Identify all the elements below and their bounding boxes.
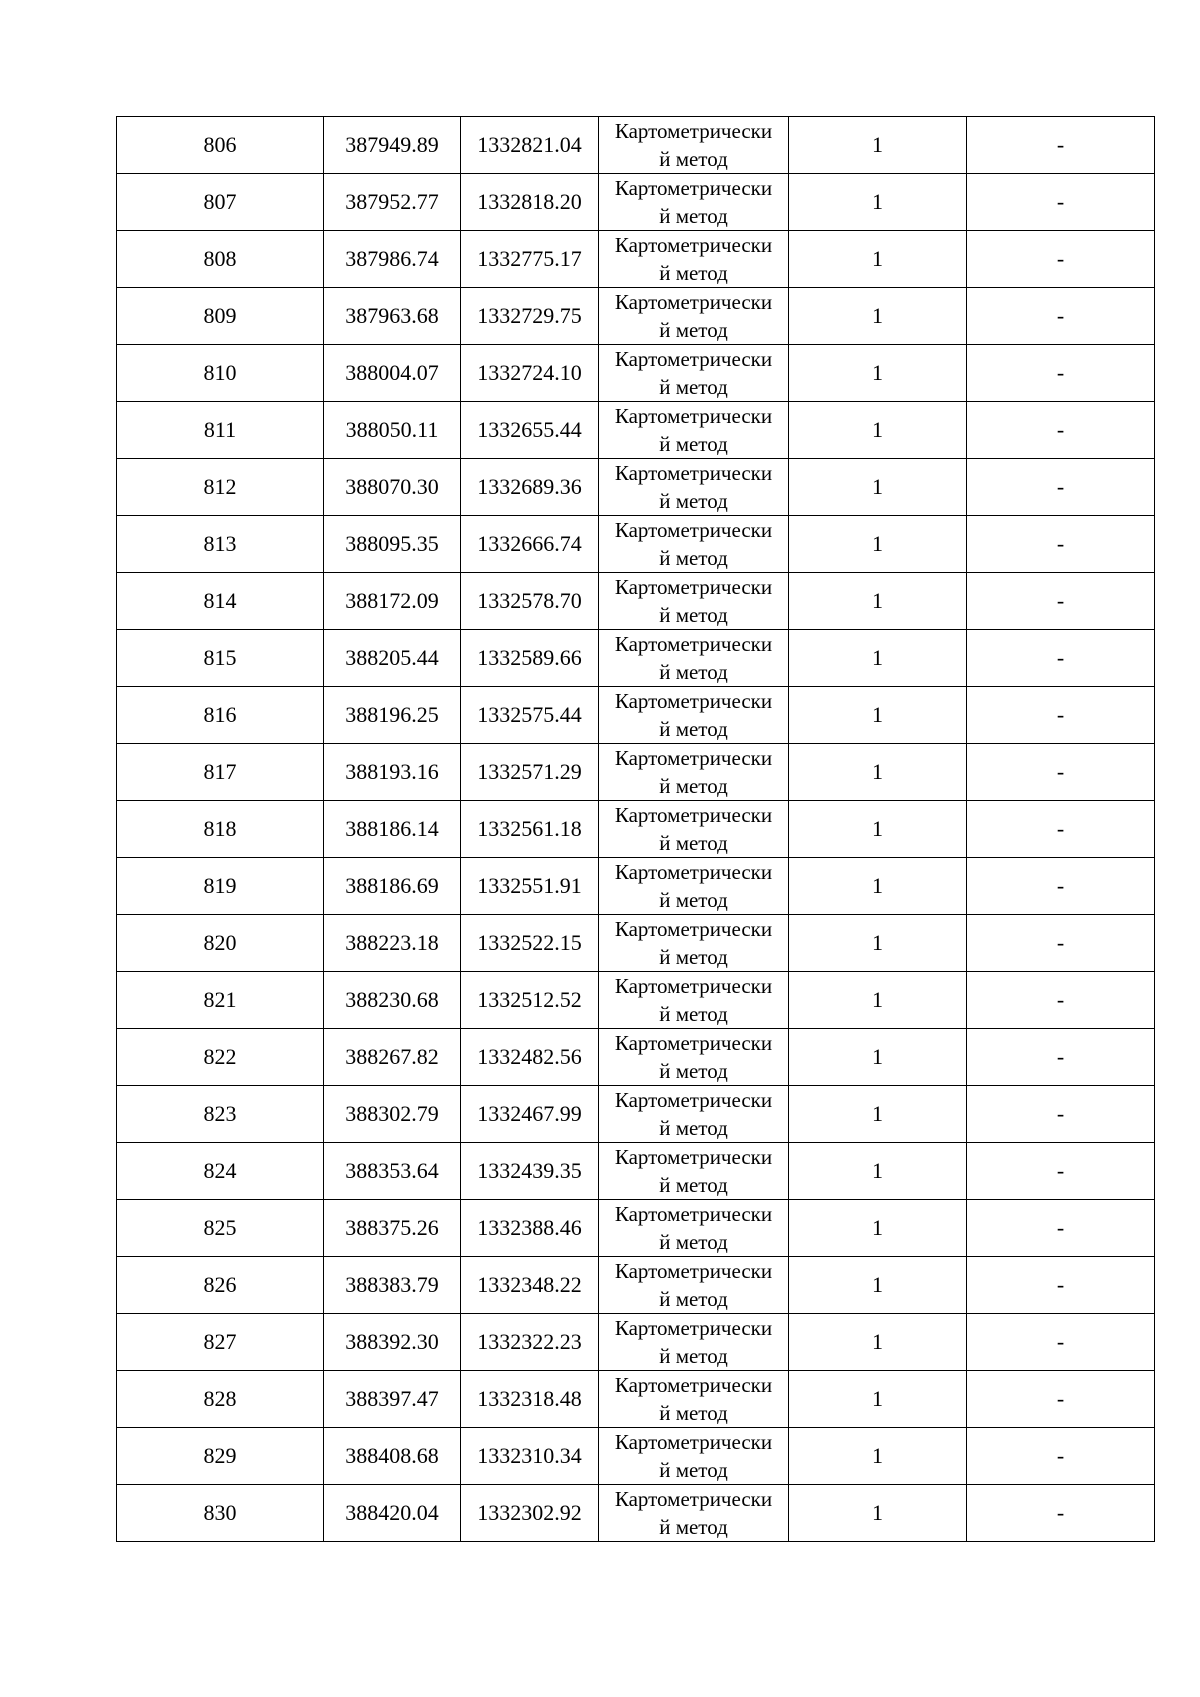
method-text-line1: Картометрически: [614, 1316, 773, 1340]
method-text-line2: й метод: [659, 1059, 728, 1083]
table-row: [117, 1485, 1155, 1542]
accuracy-cell: 1: [789, 1143, 967, 1200]
point-number-cell: 814: [117, 573, 324, 630]
accuracy-cell: 1: [789, 858, 967, 915]
point-number-cell: 828: [117, 1371, 324, 1428]
x-coordinate-cell: 388004.07: [324, 345, 461, 402]
note-cell: -: [967, 345, 1155, 402]
method-text-line1: Картометрически: [614, 860, 773, 884]
point-number-cell: 820: [117, 915, 324, 972]
method-cell: [599, 573, 789, 630]
point-number-cell: 808: [117, 231, 324, 288]
accuracy-cell: 1: [789, 687, 967, 744]
table-row: [117, 402, 1155, 459]
note-cell: -: [967, 1485, 1155, 1542]
method-text-line2: й метод: [659, 660, 728, 684]
accuracy-cell: 1: [789, 231, 967, 288]
accuracy-cell: 1: [789, 915, 967, 972]
table-row: [117, 1200, 1155, 1257]
x-coordinate-cell: 388193.16: [324, 744, 461, 801]
x-coordinate-cell: 388172.09: [324, 573, 461, 630]
table-row: [117, 117, 1155, 174]
method-cell: [599, 459, 789, 516]
table-row: [117, 1428, 1155, 1485]
method-text-line2: й метод: [659, 603, 728, 627]
table-row: [117, 1029, 1155, 1086]
note-cell: -: [967, 1428, 1155, 1485]
accuracy-cell: 1: [789, 1200, 967, 1257]
table-row: [117, 972, 1155, 1029]
method-text-line2: й метод: [659, 147, 728, 171]
method-cell: [599, 117, 789, 174]
method-text-line2: й метод: [659, 1230, 728, 1254]
y-coordinate-cell: 1332655.44: [461, 402, 599, 459]
note-cell: -: [967, 1200, 1155, 1257]
method-cell: [599, 1086, 789, 1143]
accuracy-cell: 1: [789, 345, 967, 402]
x-coordinate-cell: 387952.77: [324, 174, 461, 231]
table-row: [117, 573, 1155, 630]
method-text-line1: Картометрически: [614, 1088, 773, 1112]
method-cell: [599, 402, 789, 459]
note-cell: -: [967, 402, 1155, 459]
note-cell: -: [967, 1086, 1155, 1143]
method-cell: [599, 858, 789, 915]
method-text-line1: Картометрически: [614, 1487, 773, 1511]
y-coordinate-cell: 1332775.17: [461, 231, 599, 288]
y-coordinate-cell: 1332388.46: [461, 1200, 599, 1257]
y-coordinate-cell: 1332575.44: [461, 687, 599, 744]
x-coordinate-cell: 388397.47: [324, 1371, 461, 1428]
y-coordinate-cell: 1332310.34: [461, 1428, 599, 1485]
y-coordinate-cell: 1332512.52: [461, 972, 599, 1029]
y-coordinate-cell: 1332551.91: [461, 858, 599, 915]
method-cell: [599, 1200, 789, 1257]
method-text-line1: Картометрически: [614, 290, 773, 314]
method-cell: [599, 1257, 789, 1314]
note-cell: -: [967, 516, 1155, 573]
table-row: [117, 1371, 1155, 1428]
note-cell: -: [967, 1371, 1155, 1428]
note-cell: -: [967, 231, 1155, 288]
method-text-line2: й метод: [659, 1173, 728, 1197]
point-number-cell: 823: [117, 1086, 324, 1143]
y-coordinate-cell: 1332724.10: [461, 345, 599, 402]
method-text-line2: й метод: [659, 774, 728, 798]
accuracy-cell: 1: [789, 1314, 967, 1371]
table-row: [117, 345, 1155, 402]
method-cell: [599, 288, 789, 345]
y-coordinate-cell: 1332729.75: [461, 288, 599, 345]
method-text-line1: Картометрически: [614, 575, 773, 599]
method-text-line1: Картометрически: [614, 404, 773, 428]
point-number-cell: 813: [117, 516, 324, 573]
table-body: [117, 117, 1155, 1542]
method-text-line2: й метод: [659, 831, 728, 855]
x-coordinate-cell: 387949.89: [324, 117, 461, 174]
accuracy-cell: 1: [789, 1428, 967, 1485]
method-text-line1: Картометрически: [614, 1202, 773, 1226]
accuracy-cell: 1: [789, 801, 967, 858]
x-coordinate-cell: 387986.74: [324, 231, 461, 288]
x-coordinate-cell: 388196.25: [324, 687, 461, 744]
x-coordinate-cell: 388230.68: [324, 972, 461, 1029]
method-text-line2: й метод: [659, 1515, 728, 1539]
method-cell: [599, 972, 789, 1029]
x-coordinate-cell: 388050.11: [324, 402, 461, 459]
method-text-line1: Картометрически: [614, 1031, 773, 1055]
method-cell: [599, 744, 789, 801]
point-number-cell: 830: [117, 1485, 324, 1542]
note-cell: -: [967, 858, 1155, 915]
accuracy-cell: 1: [789, 630, 967, 687]
method-text-line2: й метод: [659, 204, 728, 228]
method-text-line2: й метод: [659, 1401, 728, 1425]
method-cell: [599, 630, 789, 687]
method-text-line2: й метод: [659, 432, 728, 456]
note-cell: -: [967, 1143, 1155, 1200]
y-coordinate-cell: 1332578.70: [461, 573, 599, 630]
point-number-cell: 821: [117, 972, 324, 1029]
method-cell: [599, 174, 789, 231]
method-text-line1: Картометрически: [614, 1373, 773, 1397]
table-row: [117, 1143, 1155, 1200]
y-coordinate-cell: 1332348.22: [461, 1257, 599, 1314]
x-coordinate-cell: 388186.69: [324, 858, 461, 915]
method-text-line2: й метод: [659, 945, 728, 969]
accuracy-cell: 1: [789, 972, 967, 1029]
accuracy-cell: 1: [789, 288, 967, 345]
note-cell: -: [967, 459, 1155, 516]
method-text-line1: Картометрически: [614, 1259, 773, 1283]
method-text-line1: Картометрически: [614, 1430, 773, 1454]
method-text-line1: Картометрически: [614, 632, 773, 656]
method-text-line2: й метод: [659, 318, 728, 342]
note-cell: -: [967, 1029, 1155, 1086]
note-cell: -: [967, 915, 1155, 972]
table-row: [117, 1086, 1155, 1143]
accuracy-cell: 1: [789, 174, 967, 231]
accuracy-cell: 1: [789, 1029, 967, 1086]
method-cell: [599, 1371, 789, 1428]
method-text-line1: Картометрически: [614, 119, 773, 143]
method-text-line1: Картометрически: [614, 803, 773, 827]
method-text-line2: й метод: [659, 1344, 728, 1368]
accuracy-cell: 1: [789, 1257, 967, 1314]
y-coordinate-cell: 1332482.56: [461, 1029, 599, 1086]
table-row: [117, 516, 1155, 573]
table-row: [117, 744, 1155, 801]
x-coordinate-cell: 387963.68: [324, 288, 461, 345]
y-coordinate-cell: 1332522.15: [461, 915, 599, 972]
x-coordinate-cell: 388408.68: [324, 1428, 461, 1485]
accuracy-cell: 1: [789, 1371, 967, 1428]
point-number-cell: 822: [117, 1029, 324, 1086]
method-cell: [599, 915, 789, 972]
coordinates-table: [116, 116, 1155, 1542]
method-text-line2: й метод: [659, 888, 728, 912]
note-cell: -: [967, 573, 1155, 630]
y-coordinate-cell: 1332666.74: [461, 516, 599, 573]
method-text-line2: й метод: [659, 375, 728, 399]
point-number-cell: 817: [117, 744, 324, 801]
x-coordinate-cell: 388392.30: [324, 1314, 461, 1371]
method-text-line1: Картометрически: [614, 176, 773, 200]
note-cell: -: [967, 1257, 1155, 1314]
x-coordinate-cell: 388205.44: [324, 630, 461, 687]
note-cell: -: [967, 972, 1155, 1029]
table-row: [117, 801, 1155, 858]
table-row: [117, 174, 1155, 231]
accuracy-cell: 1: [789, 1485, 967, 1542]
table-row: [117, 288, 1155, 345]
method-text-line1: Картометрически: [614, 974, 773, 998]
y-coordinate-cell: 1332821.04: [461, 117, 599, 174]
method-text-line2: й метод: [659, 1287, 728, 1311]
note-cell: -: [967, 174, 1155, 231]
note-cell: -: [967, 117, 1155, 174]
point-number-cell: 806: [117, 117, 324, 174]
point-number-cell: 826: [117, 1257, 324, 1314]
y-coordinate-cell: 1332689.36: [461, 459, 599, 516]
accuracy-cell: 1: [789, 117, 967, 174]
method-text-line1: Картометрически: [614, 518, 773, 542]
x-coordinate-cell: 388383.79: [324, 1257, 461, 1314]
x-coordinate-cell: 388302.79: [324, 1086, 461, 1143]
method-cell: [599, 1029, 789, 1086]
y-coordinate-cell: 1332318.48: [461, 1371, 599, 1428]
x-coordinate-cell: 388095.35: [324, 516, 461, 573]
method-text-line1: Картометрически: [614, 347, 773, 371]
note-cell: -: [967, 801, 1155, 858]
table-row: [117, 231, 1155, 288]
method-cell: [599, 1143, 789, 1200]
point-number-cell: 829: [117, 1428, 324, 1485]
point-number-cell: 810: [117, 345, 324, 402]
point-number-cell: 819: [117, 858, 324, 915]
method-cell: [599, 687, 789, 744]
y-coordinate-cell: 1332571.29: [461, 744, 599, 801]
method-text-line1: Картометрически: [614, 1145, 773, 1169]
y-coordinate-cell: 1332589.66: [461, 630, 599, 687]
table-row: [117, 630, 1155, 687]
table-row: [117, 1314, 1155, 1371]
method-cell: [599, 1485, 789, 1542]
point-number-cell: 807: [117, 174, 324, 231]
method-text-line2: й метод: [659, 1458, 728, 1482]
y-coordinate-cell: 1332302.92: [461, 1485, 599, 1542]
note-cell: -: [967, 744, 1155, 801]
y-coordinate-cell: 1332322.23: [461, 1314, 599, 1371]
y-coordinate-cell: 1332818.20: [461, 174, 599, 231]
x-coordinate-cell: 388353.64: [324, 1143, 461, 1200]
y-coordinate-cell: 1332467.99: [461, 1086, 599, 1143]
x-coordinate-cell: 388186.14: [324, 801, 461, 858]
method-text-line2: й метод: [659, 546, 728, 570]
accuracy-cell: 1: [789, 573, 967, 630]
point-number-cell: 811: [117, 402, 324, 459]
point-number-cell: 824: [117, 1143, 324, 1200]
note-cell: -: [967, 288, 1155, 345]
x-coordinate-cell: 388375.26: [324, 1200, 461, 1257]
method-text-line1: Картометрически: [614, 746, 773, 770]
method-cell: [599, 345, 789, 402]
note-cell: -: [967, 1314, 1155, 1371]
accuracy-cell: 1: [789, 516, 967, 573]
table-row: [117, 1257, 1155, 1314]
method-text-line2: й метод: [659, 717, 728, 741]
point-number-cell: 815: [117, 630, 324, 687]
x-coordinate-cell: 388420.04: [324, 1485, 461, 1542]
method-text-line2: й метод: [659, 261, 728, 285]
method-cell: [599, 801, 789, 858]
method-text-line1: Картометрически: [614, 917, 773, 941]
note-cell: -: [967, 630, 1155, 687]
method-cell: [599, 1314, 789, 1371]
point-number-cell: 816: [117, 687, 324, 744]
note-cell: -: [967, 687, 1155, 744]
method-cell: [599, 1428, 789, 1485]
method-text-line2: й метод: [659, 489, 728, 513]
table-row: [117, 858, 1155, 915]
accuracy-cell: 1: [789, 402, 967, 459]
method-cell: [599, 231, 789, 288]
method-text-line1: Картометрически: [614, 689, 773, 713]
method-text-line1: Картометрически: [614, 461, 773, 485]
method-cell: [599, 516, 789, 573]
y-coordinate-cell: 1332561.18: [461, 801, 599, 858]
method-text-line2: й метод: [659, 1116, 728, 1140]
accuracy-cell: 1: [789, 744, 967, 801]
method-text-line1: Картометрически: [614, 233, 773, 257]
y-coordinate-cell: 1332439.35: [461, 1143, 599, 1200]
accuracy-cell: 1: [789, 1086, 967, 1143]
accuracy-cell: 1: [789, 459, 967, 516]
point-number-cell: 809: [117, 288, 324, 345]
table-row: [117, 915, 1155, 972]
x-coordinate-cell: 388070.30: [324, 459, 461, 516]
point-number-cell: 825: [117, 1200, 324, 1257]
x-coordinate-cell: 388223.18: [324, 915, 461, 972]
point-number-cell: 827: [117, 1314, 324, 1371]
point-number-cell: 812: [117, 459, 324, 516]
method-text-line2: й метод: [659, 1002, 728, 1026]
point-number-cell: 818: [117, 801, 324, 858]
table-row: [117, 459, 1155, 516]
table-row: [117, 687, 1155, 744]
x-coordinate-cell: 388267.82: [324, 1029, 461, 1086]
